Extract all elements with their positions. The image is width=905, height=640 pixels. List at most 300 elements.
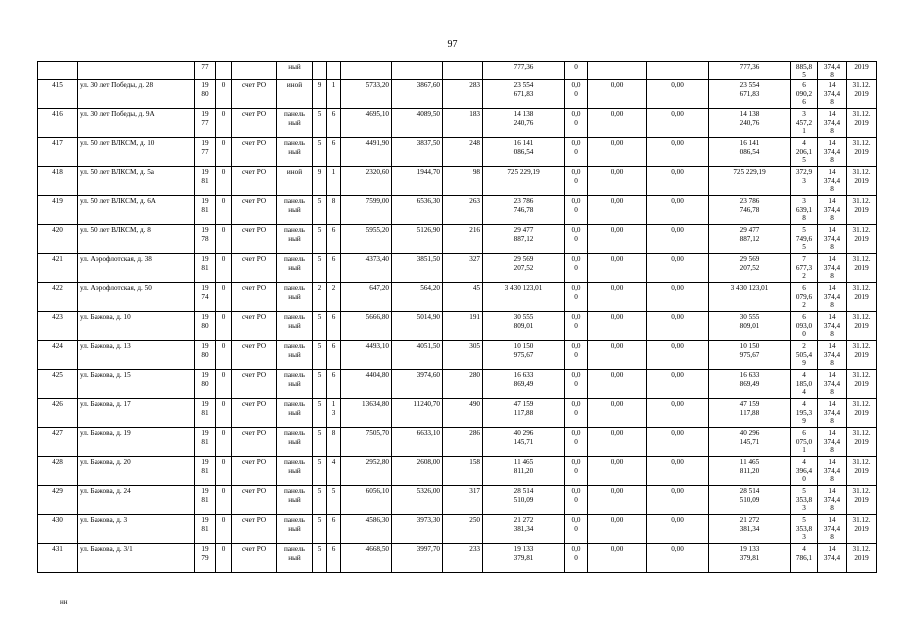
- cell-total-area: 4586,30: [341, 515, 392, 544]
- cell-unit-cost: 4 396,4 0: [791, 457, 818, 486]
- cell-floors: 5: [313, 138, 327, 167]
- cell-cost-col-4: 0,00: [647, 457, 709, 486]
- cell-cost-col-4: 0,00: [647, 544, 709, 573]
- cell-max-unit-cost: 14 374,4 8: [818, 428, 847, 457]
- cell-floors: 5: [313, 515, 327, 544]
- cell-cost-col-4: 0,00: [647, 428, 709, 457]
- table-row: [38, 544, 877, 573]
- cell-max-unit-cost: 14 374,4 8: [818, 80, 847, 109]
- cell-row-number: 415: [38, 80, 78, 109]
- cell-max-unit-cost: 14 374,4 8: [818, 457, 847, 486]
- cell-row-number: 429: [38, 486, 78, 515]
- cell-unit-cost: 2 505,4 9: [791, 341, 818, 370]
- cell-deadline: 31.12. 2019: [847, 225, 877, 254]
- cell-total-cost: 23 554 671,83: [483, 80, 565, 109]
- cell-wall-material: панель ный: [277, 225, 313, 254]
- cell-deadline: 31.12. 2019: [847, 254, 877, 283]
- cell-deadline: 31.12. 2019: [847, 283, 877, 312]
- cell-cost-col-5: 29 477 887,12: [709, 225, 791, 254]
- cell-cost-col-5: 30 555 809,01: [709, 312, 791, 341]
- cell-max-unit-cost: 14 374,4 8: [818, 225, 847, 254]
- cell-total-cost: 19 133 379,81: [483, 544, 565, 573]
- table-row: [38, 283, 877, 312]
- cell-total-cost: 10 150 975,67: [483, 341, 565, 370]
- cell-cost-col-2: 0,0 0: [565, 486, 588, 515]
- cell-floor-flag: 0: [216, 138, 232, 167]
- cell-residents: 233: [443, 544, 483, 573]
- cell-residents: 283: [443, 80, 483, 109]
- cell-account-type: счет РО: [232, 109, 277, 138]
- cell-unit-cost: 4 786,1: [791, 544, 818, 573]
- cell-total-area: 4695,10: [341, 109, 392, 138]
- cell-row-number: 418: [38, 167, 78, 196]
- cell-cost-col-5: 40 296 145,71: [709, 428, 791, 457]
- cell-cost-col-3: 0,00: [588, 341, 647, 370]
- cell-entrances: 5: [327, 486, 341, 515]
- cell-living-area: 5126,90: [392, 225, 443, 254]
- cell-living-area: 3867,60: [392, 80, 443, 109]
- cell-year-built: 19 81: [195, 486, 216, 515]
- cell-total-area: 4668,50: [341, 544, 392, 573]
- cell-address: ул. 50 лет ВЛКСМ, д. 6А: [78, 196, 195, 225]
- cell-floor-flag: 0: [216, 80, 232, 109]
- table-row: [38, 515, 877, 544]
- cell-entrances: 6: [327, 341, 341, 370]
- cell-deadline: 31.12. 2019: [847, 167, 877, 196]
- cell-wall-material: панель ный: [277, 254, 313, 283]
- cell-account-type: счет РО: [232, 341, 277, 370]
- cell-cost-col-2: 0,0 0: [565, 428, 588, 457]
- table-row: [38, 109, 877, 138]
- cell-address: [78, 62, 195, 80]
- cell-cost-col-5: 28 514 510,09: [709, 486, 791, 515]
- cell-floors: 2: [313, 283, 327, 312]
- cell-address: ул. Аэрофлотская, д. 38: [78, 254, 195, 283]
- cell-floor-flag: 0: [216, 254, 232, 283]
- cell-account-type: счет РО: [232, 312, 277, 341]
- cell-cost-col-3: 0,00: [588, 283, 647, 312]
- cell-account-type: счет РО: [232, 254, 277, 283]
- cell-row-number: 427: [38, 428, 78, 457]
- cell-total-area: 5733,20: [341, 80, 392, 109]
- cell-entrances: 1: [327, 80, 341, 109]
- cell-max-unit-cost: 14 374,4 8: [818, 196, 847, 225]
- table-row: [38, 196, 877, 225]
- cell-floor-flag: 0: [216, 544, 232, 573]
- cell-cost-col-2: 0,0 0: [565, 312, 588, 341]
- cell-address: ул. Бажова, д. 3: [78, 515, 195, 544]
- cell-deadline: 31.12. 2019: [847, 80, 877, 109]
- cell-cost-col-4: 0,00: [647, 341, 709, 370]
- cell-cost-col-5: 3 430 123,01: [709, 283, 791, 312]
- cell-floors: 5: [313, 341, 327, 370]
- cell-account-type: счет РО: [232, 196, 277, 225]
- cell-max-unit-cost: 14 374,4 8: [818, 283, 847, 312]
- cell-entrances: 6: [327, 138, 341, 167]
- cell-account-type: счет РО: [232, 283, 277, 312]
- cell-floor-flag: [216, 62, 232, 80]
- cell-unit-cost: 6 093,0 0: [791, 312, 818, 341]
- cell-living-area: 3974,60: [392, 370, 443, 399]
- cell-address: ул. Бажова, д. 3/1: [78, 544, 195, 573]
- cell-row-number: 422: [38, 283, 78, 312]
- cell-residents: 191: [443, 312, 483, 341]
- cell-address: ул. Бажова, д. 19: [78, 428, 195, 457]
- cell-living-area: 4051,50: [392, 341, 443, 370]
- cell-cost-col-2: 0,0 0: [565, 399, 588, 428]
- cell-floor-flag: 0: [216, 399, 232, 428]
- cell-row-number: 417: [38, 138, 78, 167]
- cell-account-type: счет РО: [232, 167, 277, 196]
- cell-entrances: 6: [327, 254, 341, 283]
- cell-floors: 5: [313, 399, 327, 428]
- cell-address: ул. Бажова, д. 24: [78, 486, 195, 515]
- cell-cost-col-5: 14 138 240,76: [709, 109, 791, 138]
- cell-year-built: 19 81: [195, 196, 216, 225]
- cell-floors: 9: [313, 80, 327, 109]
- cell-cost-col-3: 0,00: [588, 80, 647, 109]
- cell-floors: 5: [313, 428, 327, 457]
- cell-max-unit-cost: 14 374,4 8: [818, 138, 847, 167]
- cell-max-unit-cost: 374,4 8: [818, 62, 847, 80]
- cell-floor-flag: 0: [216, 312, 232, 341]
- cell-year-built: 19 78: [195, 225, 216, 254]
- cell-residents: 317: [443, 486, 483, 515]
- cell-account-type: счет РО: [232, 138, 277, 167]
- cell-account-type: счет РО: [232, 428, 277, 457]
- cell-cost-col-5: 23 554 671,83: [709, 80, 791, 109]
- cell-cost-col-3: 0,00: [588, 428, 647, 457]
- cell-account-type: счет РО: [232, 225, 277, 254]
- cell-floor-flag: 0: [216, 196, 232, 225]
- cell-total-cost: 725 229,19: [483, 167, 565, 196]
- cell-unit-cost: 885,8 5: [791, 62, 818, 80]
- cell-total-cost: 14 138 240,76: [483, 109, 565, 138]
- cell-cost-col-4: 0,00: [647, 225, 709, 254]
- cell-account-type: счет РО: [232, 370, 277, 399]
- cell-year-built: 19 81: [195, 399, 216, 428]
- cell-address: ул. 50 лет ВЛКСМ, д. 5а: [78, 167, 195, 196]
- cell-cost-col-3: 0,00: [588, 225, 647, 254]
- cell-cost-col-5: 16 141 086,54: [709, 138, 791, 167]
- cell-entrances: 6: [327, 370, 341, 399]
- cell-floor-flag: 0: [216, 109, 232, 138]
- cell-address: ул. 50 лет ВЛКСМ, д. 10: [78, 138, 195, 167]
- cell-year-built: 19 80: [195, 370, 216, 399]
- cell-wall-material: ный: [277, 62, 313, 80]
- cell-row-number: 420: [38, 225, 78, 254]
- cell-unit-cost: 3 457,2 1: [791, 109, 818, 138]
- cell-cost-col-4: 0,00: [647, 399, 709, 428]
- cell-year-built: 19 80: [195, 341, 216, 370]
- cell-unit-cost: 3 639,1 8: [791, 196, 818, 225]
- cell-unit-cost: 5 353,8 3: [791, 486, 818, 515]
- cell-living-area: 564,20: [392, 283, 443, 312]
- cell-cost-col-2: 0,0 0: [565, 341, 588, 370]
- cell-year-built: 19 81: [195, 457, 216, 486]
- cell-row-number: 423: [38, 312, 78, 341]
- cell-cost-col-3: 0,00: [588, 312, 647, 341]
- cell-row-number: 431: [38, 544, 78, 573]
- table-row: [38, 399, 877, 428]
- cell-unit-cost: 5 749,6 5: [791, 225, 818, 254]
- cell-cost-col-4: 0,00: [647, 138, 709, 167]
- cell-cost-col-3: 0,00: [588, 486, 647, 515]
- cell-address: ул. Бажова, д. 20: [78, 457, 195, 486]
- cell-deadline: 31.12. 2019: [847, 428, 877, 457]
- cell-total-area: 4404,80: [341, 370, 392, 399]
- cell-residents: 305: [443, 341, 483, 370]
- cell-residents: 327: [443, 254, 483, 283]
- cell-deadline: 31.12. 2019: [847, 312, 877, 341]
- cell-total-area: 2952,80: [341, 457, 392, 486]
- cell-total-cost: 30 555 809,01: [483, 312, 565, 341]
- cell-entrances: 6: [327, 312, 341, 341]
- cell-residents: 216: [443, 225, 483, 254]
- continuation-row: [38, 62, 877, 80]
- cell-cost-col-2: 0,0 0: [565, 80, 588, 109]
- cell-floors: 5: [313, 486, 327, 515]
- cell-deadline: 31.12. 2019: [847, 341, 877, 370]
- table-row: [38, 80, 877, 109]
- cell-total-cost: 3 430 123,01: [483, 283, 565, 312]
- cell-entrances: 8: [327, 196, 341, 225]
- cell-account-type: счет РО: [232, 515, 277, 544]
- cell-cost-col-3: 0,00: [588, 544, 647, 573]
- cell-total-cost: 47 159 117,88: [483, 399, 565, 428]
- cell-entrances: [327, 62, 341, 80]
- cell-residents: 248: [443, 138, 483, 167]
- cell-floor-flag: 0: [216, 486, 232, 515]
- table-row: [38, 312, 877, 341]
- cell-living-area: 4089,50: [392, 109, 443, 138]
- cell-row-number: 428: [38, 457, 78, 486]
- cell-floor-flag: 0: [216, 428, 232, 457]
- cell-deadline: 31.12. 2019: [847, 138, 877, 167]
- cell-max-unit-cost: 14 374,4 8: [818, 341, 847, 370]
- cell-total-cost: 21 272 381,34: [483, 515, 565, 544]
- cell-unit-cost: 6 090,2 6: [791, 80, 818, 109]
- cell-floors: 5: [313, 109, 327, 138]
- cell-cost-col-4: 0,00: [647, 370, 709, 399]
- cell-cost-col-4: 0,00: [647, 283, 709, 312]
- page-number: 97: [447, 39, 458, 50]
- cell-cost-col-3: 0,00: [588, 370, 647, 399]
- cell-total-cost: 29 569 207,52: [483, 254, 565, 283]
- cell-cost-col-3: 0,00: [588, 457, 647, 486]
- cell-cost-col-4: 0,00: [647, 515, 709, 544]
- cell-total-area: 4491,90: [341, 138, 392, 167]
- cell-address: ул. 30 лет Победы, д. 9А: [78, 109, 195, 138]
- footer-mark: нн: [60, 598, 68, 606]
- cell-year-built: 19 79: [195, 544, 216, 573]
- cell-total-cost: 23 786 746,78: [483, 196, 565, 225]
- cell-total-cost: 40 296 145,71: [483, 428, 565, 457]
- cell-wall-material: иной: [277, 80, 313, 109]
- cell-unit-cost: 4 206,1 5: [791, 138, 818, 167]
- cell-residents: [443, 62, 483, 80]
- cell-total-area: 13634,80: [341, 399, 392, 428]
- cell-wall-material: панель ный: [277, 370, 313, 399]
- cell-floors: [313, 62, 327, 80]
- cell-address: ул. Бажова, д. 15: [78, 370, 195, 399]
- cell-floors: 5: [313, 457, 327, 486]
- cell-living-area: 3837,50: [392, 138, 443, 167]
- cell-year-built: 19 80: [195, 80, 216, 109]
- cell-total-cost: 16 141 086,54: [483, 138, 565, 167]
- cell-cost-col-2: 0: [565, 62, 588, 80]
- cell-residents: 158: [443, 457, 483, 486]
- table-row: [38, 486, 877, 515]
- cell-cost-col-3: 0,00: [588, 109, 647, 138]
- cell-residents: 45: [443, 283, 483, 312]
- cell-wall-material: панель ный: [277, 109, 313, 138]
- cell-wall-material: панель ный: [277, 196, 313, 225]
- cell-unit-cost: 4 185,0 4: [791, 370, 818, 399]
- cell-floor-flag: 0: [216, 225, 232, 254]
- cell-wall-material: панель ный: [277, 399, 313, 428]
- cell-cost-col-5: 10 150 975,67: [709, 341, 791, 370]
- cell-total-cost: 28 514 510,09: [483, 486, 565, 515]
- cell-wall-material: панель ный: [277, 486, 313, 515]
- cell-row-number: 421: [38, 254, 78, 283]
- cell-floor-flag: 0: [216, 370, 232, 399]
- cell-wall-material: панель ный: [277, 544, 313, 573]
- cell-unit-cost: 372,9 3: [791, 167, 818, 196]
- cell-cost-col-5: 47 159 117,88: [709, 399, 791, 428]
- cell-cost-col-2: 0,0 0: [565, 225, 588, 254]
- cell-cost-col-2: 0,0 0: [565, 544, 588, 573]
- cell-deadline: 31.12. 2019: [847, 399, 877, 428]
- table-row: [38, 457, 877, 486]
- cell-cost-col-2: 0,0 0: [565, 370, 588, 399]
- cell-living-area: 11240,70: [392, 399, 443, 428]
- table-row: [38, 428, 877, 457]
- cell-living-area: [392, 62, 443, 80]
- cell-total-area: 647,20: [341, 283, 392, 312]
- cell-deadline: 31.12. 2019: [847, 196, 877, 225]
- cell-cost-col-2: 0,0 0: [565, 457, 588, 486]
- cell-row-number: 425: [38, 370, 78, 399]
- cell-address: ул. Бажова, д. 10: [78, 312, 195, 341]
- cell-unit-cost: 7 677,3 2: [791, 254, 818, 283]
- cell-year-built: 19 77: [195, 109, 216, 138]
- cell-row-number: 424: [38, 341, 78, 370]
- cell-cost-col-4: 0,00: [647, 486, 709, 515]
- table-row: [38, 138, 877, 167]
- cell-cost-col-4: [647, 62, 709, 80]
- cell-living-area: 5014,90: [392, 312, 443, 341]
- cell-floors: 5: [313, 312, 327, 341]
- cell-max-unit-cost: 14 374,4 8: [818, 312, 847, 341]
- cell-year-built: 19 80: [195, 312, 216, 341]
- cell-cost-col-2: 0,0 0: [565, 196, 588, 225]
- cell-total-area: 5666,80: [341, 312, 392, 341]
- cell-floor-flag: 0: [216, 515, 232, 544]
- cell-deadline: 31.12. 2019: [847, 486, 877, 515]
- cell-floors: 5: [313, 370, 327, 399]
- cell-residents: 250: [443, 515, 483, 544]
- cell-residents: 280: [443, 370, 483, 399]
- cell-total-area: [341, 62, 392, 80]
- cell-wall-material: иной: [277, 167, 313, 196]
- cell-total-area: 6056,10: [341, 486, 392, 515]
- cell-cost-col-2: 0,0 0: [565, 109, 588, 138]
- cell-cost-col-4: 0,00: [647, 196, 709, 225]
- cell-row-number: [38, 62, 78, 80]
- cell-unit-cost: 6 079,6 2: [791, 283, 818, 312]
- cell-account-type: [232, 62, 277, 80]
- cell-cost-col-3: [588, 62, 647, 80]
- cell-cost-col-2: 0,0 0: [565, 515, 588, 544]
- cell-living-area: 6536,30: [392, 196, 443, 225]
- cell-row-number: 430: [38, 515, 78, 544]
- cell-cost-col-5: 19 133 379,81: [709, 544, 791, 573]
- cell-living-area: 5326,00: [392, 486, 443, 515]
- cell-max-unit-cost: 14 374,4 8: [818, 167, 847, 196]
- cell-max-unit-cost: 14 374,4 8: [818, 399, 847, 428]
- cell-living-area: 6633,10: [392, 428, 443, 457]
- cell-address: ул. Бажова, д. 13: [78, 341, 195, 370]
- cell-total-cost: 11 465 811,20: [483, 457, 565, 486]
- cell-cost-col-2: 0,0 0: [565, 167, 588, 196]
- cell-cost-col-2: 0,0 0: [565, 138, 588, 167]
- cell-living-area: 2608,00: [392, 457, 443, 486]
- table-row: [38, 341, 877, 370]
- cell-address: ул. 50 лет ВЛКСМ, д. 8: [78, 225, 195, 254]
- cell-row-number: 426: [38, 399, 78, 428]
- cell-floors: 9: [313, 167, 327, 196]
- cell-total-cost: 16 633 869,49: [483, 370, 565, 399]
- cell-floor-flag: 0: [216, 341, 232, 370]
- cell-cost-col-5: 21 272 381,34: [709, 515, 791, 544]
- cell-account-type: счет РО: [232, 457, 277, 486]
- cell-unit-cost: 4 195,3 9: [791, 399, 818, 428]
- cell-wall-material: панель ный: [277, 138, 313, 167]
- cell-cost-col-4: 0,00: [647, 80, 709, 109]
- cell-cost-col-4: 0,00: [647, 312, 709, 341]
- cell-cost-col-5: 777,36: [709, 62, 791, 80]
- cell-max-unit-cost: 14 374,4 8: [818, 486, 847, 515]
- cell-entrances: 4: [327, 457, 341, 486]
- cell-total-area: 2320,60: [341, 167, 392, 196]
- cell-row-number: 419: [38, 196, 78, 225]
- cell-floors: 5: [313, 254, 327, 283]
- table-row: [38, 225, 877, 254]
- cell-cost-col-5: 23 786 746,78: [709, 196, 791, 225]
- cell-cost-col-2: 0,0 0: [565, 283, 588, 312]
- cell-total-area: 5955,20: [341, 225, 392, 254]
- cell-account-type: счет РО: [232, 399, 277, 428]
- cell-cost-col-5: 11 465 811,20: [709, 457, 791, 486]
- cell-max-unit-cost: 14 374,4 8: [818, 515, 847, 544]
- cell-entrances: 2: [327, 283, 341, 312]
- cell-max-unit-cost: 14 374,4 8: [818, 109, 847, 138]
- cell-wall-material: панель ный: [277, 312, 313, 341]
- cell-account-type: счет РО: [232, 486, 277, 515]
- cell-cost-col-3: 0,00: [588, 167, 647, 196]
- cell-floor-flag: 0: [216, 457, 232, 486]
- cell-total-area: 4373,40: [341, 254, 392, 283]
- cell-wall-material: панель ный: [277, 515, 313, 544]
- cell-deadline: 31.12. 2019: [847, 109, 877, 138]
- cell-total-cost: 777,36: [483, 62, 565, 80]
- cell-year-built: 19 81: [195, 254, 216, 283]
- cell-cost-col-3: 0,00: [588, 254, 647, 283]
- cell-residents: 183: [443, 109, 483, 138]
- cell-deadline: 31.12. 2019: [847, 515, 877, 544]
- cell-total-area: 4493,10: [341, 341, 392, 370]
